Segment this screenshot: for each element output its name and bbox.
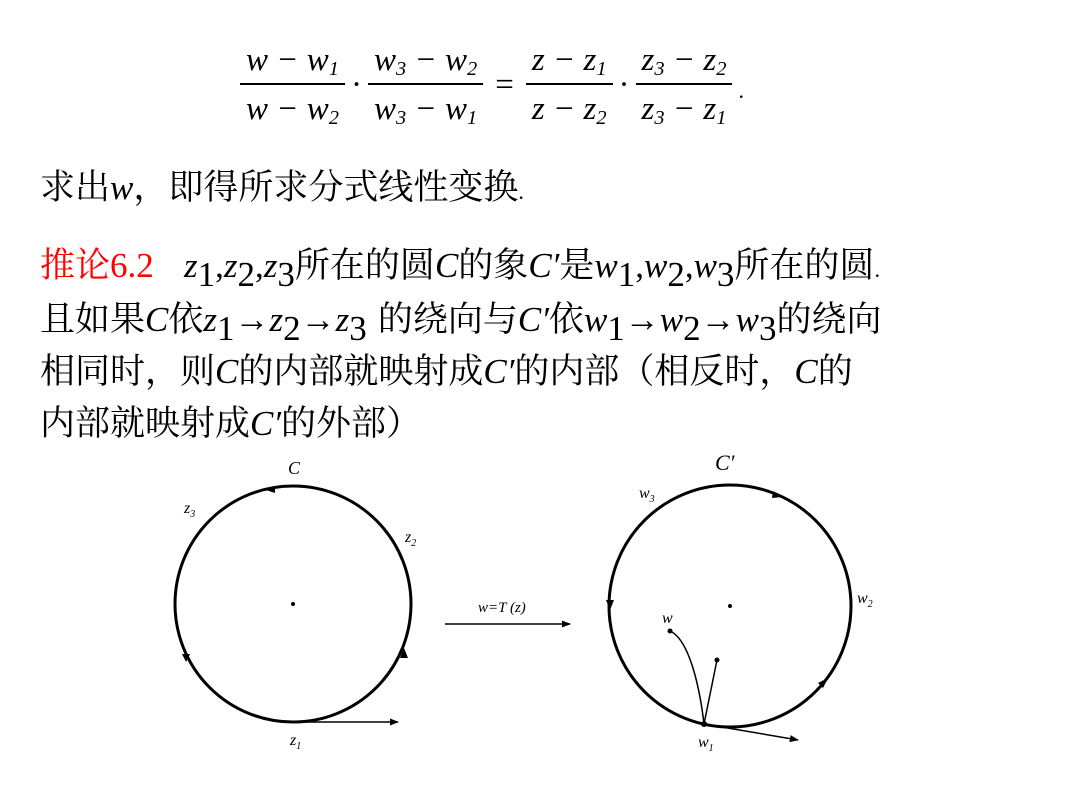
- arrow: →: [700, 300, 736, 339]
- text: 求出: [40, 168, 111, 208]
- arrow: →: [300, 300, 336, 339]
- corollary-line-3: [40, 344, 853, 394]
- subscript: 1: [197, 254, 216, 294]
- text: 的内部就映射成: [238, 352, 484, 392]
- subscript: 2: [283, 308, 301, 348]
- fraction-z-1: [526, 42, 613, 128]
- comma: ,: [635, 246, 644, 285]
- math-C: C: [794, 352, 818, 391]
- math-C-prime: C′: [517, 300, 549, 339]
- numerator-text: − z: [664, 42, 717, 78]
- label-z1: $z_1$: [290, 732, 302, 752]
- text: 依: [168, 300, 204, 340]
- math-C-prime: C′: [528, 246, 560, 285]
- math-C: C: [434, 246, 459, 285]
- numerator-text: w: [374, 42, 397, 78]
- text: 是: [559, 246, 595, 286]
- text: 所在的圆: [294, 246, 435, 286]
- center-dot-c-prime: [728, 604, 732, 608]
- subscript: 2: [328, 107, 340, 130]
- text: 依: [548, 300, 584, 340]
- circle-c-prime-group: [606, 450, 873, 754]
- solve-for-w-line: [40, 160, 524, 210]
- subscript: 2: [667, 254, 685, 294]
- cross-ratio-formula: [238, 42, 748, 128]
- arrow: →: [624, 300, 660, 339]
- label-z3: $z_3$: [184, 500, 196, 520]
- label-w1: $w_1$: [698, 734, 714, 754]
- math-w: w: [594, 246, 618, 285]
- text: 内部就映射成: [40, 404, 251, 444]
- math-C: C: [145, 300, 169, 339]
- text: 的内部（相反时，: [514, 352, 795, 392]
- subscript: 1: [617, 254, 636, 294]
- math-w: w: [643, 246, 668, 285]
- text: 所在的圆: [734, 246, 875, 286]
- corollary-line-1: [40, 238, 880, 294]
- label-c-prime: C′: [715, 450, 735, 475]
- center-dot-c: [291, 602, 295, 606]
- denominator-text: w: [374, 91, 397, 127]
- denominator-text: − w: [406, 91, 468, 127]
- text: 且如果: [40, 300, 146, 340]
- subscript: 1: [716, 107, 727, 130]
- math-z: z: [203, 300, 218, 339]
- text: 的绕向: [776, 300, 882, 340]
- subscript: 1: [467, 107, 478, 130]
- subscript: 2: [237, 254, 256, 294]
- subscript: 3: [716, 254, 735, 294]
- subscript: 2: [716, 58, 727, 81]
- math-w: w: [583, 300, 608, 339]
- math-z: z: [335, 300, 350, 339]
- mapping-diagram: [0, 440, 1080, 810]
- math-C-prime: C′: [250, 404, 282, 443]
- corollary-line-4: [40, 396, 421, 446]
- subscript: 1: [328, 58, 340, 81]
- fraction-w-1: [240, 42, 345, 128]
- math-z: z: [263, 246, 278, 285]
- multiply-dot: ·: [351, 66, 363, 103]
- subscript: 3: [759, 308, 777, 348]
- math-w: w: [659, 300, 684, 339]
- fraction-w-2: [368, 42, 483, 128]
- subscript: 1: [607, 308, 625, 348]
- fraction-z-2: [636, 42, 733, 128]
- math-w: w: [735, 300, 760, 339]
- curve-w-to-w1: [670, 631, 704, 724]
- subscript: 1: [596, 58, 607, 81]
- denominator-text: z − z: [531, 91, 597, 127]
- corollary-number: 6.2: [110, 246, 154, 285]
- subscript: 1: [217, 308, 235, 348]
- math-z: z: [223, 246, 238, 285]
- equals-sign: =: [495, 66, 514, 103]
- text: 的: [817, 352, 853, 392]
- arrow-left-c-prime: [606, 600, 614, 610]
- label-w: w: [662, 610, 673, 627]
- label-w2: $w_2$: [857, 590, 873, 610]
- math-w: w: [110, 168, 134, 207]
- corollary-line-2: [40, 292, 882, 348]
- circle-c-group: [175, 458, 416, 752]
- comma: ,: [255, 246, 264, 285]
- multiply-dot: ·: [618, 66, 630, 103]
- label-w3: $w_3$: [639, 485, 655, 505]
- subscript: 2: [467, 58, 478, 81]
- text: 的外部）: [281, 404, 422, 444]
- subscript: 3: [396, 107, 407, 130]
- corollary-label: 推论: [40, 246, 111, 286]
- numerator-text: z: [641, 42, 655, 78]
- denominator-text: w − w: [246, 91, 329, 127]
- text: ，即得所求分式线性变换: [133, 168, 519, 208]
- subscript: 3: [396, 58, 407, 81]
- subscript: 3: [654, 107, 665, 130]
- numerator-text: z − z: [531, 42, 597, 78]
- subscript: 2: [596, 107, 607, 130]
- comma: ,: [215, 246, 224, 285]
- arrow: →: [234, 300, 270, 339]
- subscript: 3: [277, 254, 295, 294]
- subscript: 2: [683, 308, 701, 348]
- denominator-text: − z: [664, 91, 717, 127]
- subscript: 3: [654, 58, 665, 81]
- math-w: w: [693, 246, 717, 285]
- formula-period: .: [738, 78, 744, 103]
- text: .: [518, 179, 524, 204]
- math-C: C: [215, 352, 239, 391]
- line-inner-to-w1: [704, 660, 717, 724]
- subscript: 3: [349, 308, 367, 348]
- text: 相同时，则: [40, 352, 216, 392]
- text: .: [874, 257, 880, 282]
- denominator-text: z: [641, 91, 655, 127]
- mapping-arrow-group: [445, 600, 570, 624]
- label-z2: $z_2$: [405, 529, 417, 549]
- math-z: z: [184, 246, 198, 285]
- label-c: C: [288, 458, 301, 478]
- math-z: z: [269, 300, 284, 339]
- math-C-prime: C′: [483, 352, 515, 391]
- numerator-text: w − w: [246, 42, 329, 78]
- mapping-label: w=T (z): [478, 600, 526, 616]
- comma: ,: [684, 246, 694, 285]
- text: 的象: [458, 246, 529, 286]
- numerator-text: − w: [406, 42, 468, 78]
- text: 的绕向与: [366, 300, 518, 340]
